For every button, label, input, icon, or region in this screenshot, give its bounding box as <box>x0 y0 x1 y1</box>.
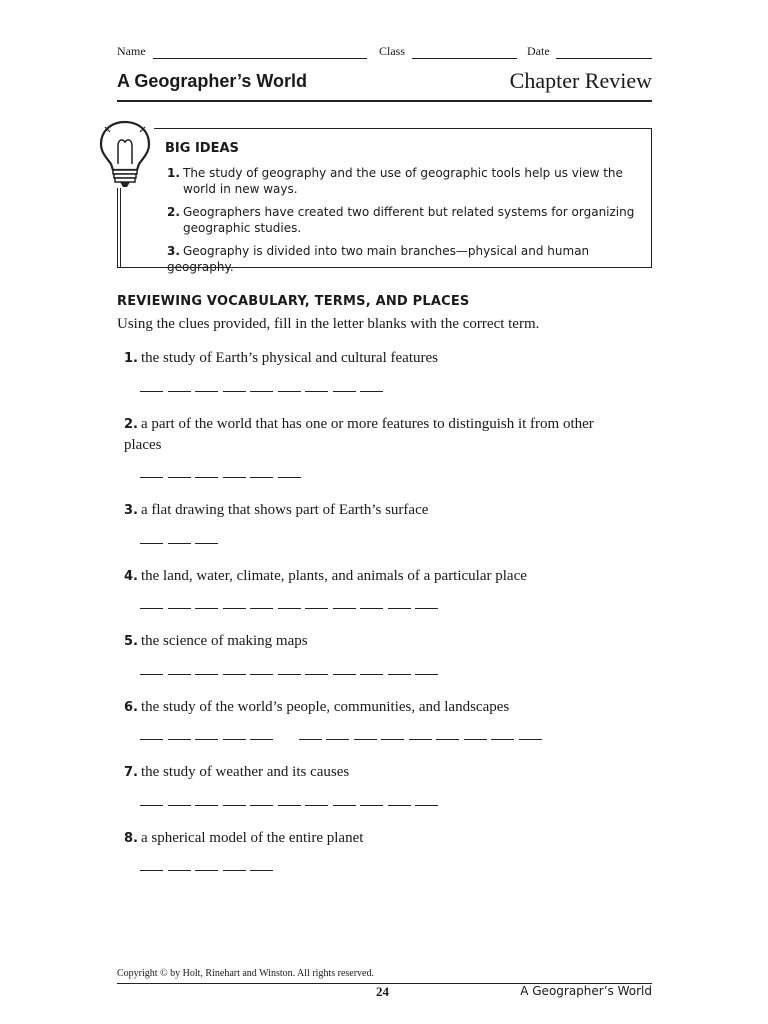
date-field[interactable] <box>556 58 652 59</box>
letter-blank[interactable] <box>195 739 218 740</box>
footer-title: A Geographer’s World <box>520 984 652 998</box>
letter-blank[interactable] <box>195 674 218 675</box>
letter-blank[interactable] <box>278 391 301 392</box>
letter-blank[interactable] <box>195 870 218 871</box>
letter-blank[interactable] <box>223 477 246 478</box>
letter-blank[interactable] <box>278 608 301 609</box>
letter-blank[interactable] <box>223 870 246 871</box>
letter-blank[interactable] <box>195 391 218 392</box>
question-number: 3. <box>124 503 138 518</box>
page-title: A Geographer’s World <box>117 71 308 91</box>
question-5 <box>124 631 644 652</box>
letter-blank[interactable] <box>360 391 383 392</box>
letter-blank[interactable] <box>360 608 383 609</box>
question-text: the science of making maps <box>140 633 308 649</box>
copyright-notice: Copyright © by Holt, Rinehart and Winston. All rights reserved. <box>117 968 374 979</box>
letter-blank[interactable] <box>168 608 191 609</box>
letter-blank[interactable] <box>140 391 163 392</box>
letter-blank[interactable] <box>326 739 349 740</box>
letter-blank[interactable] <box>250 739 273 740</box>
section-instructions: Using the clues provided, fill in the letter blanks with the correct term. <box>117 316 540 332</box>
question-number: 4. <box>124 569 138 584</box>
question-text: a spherical model of the entire planet <box>140 830 364 846</box>
question-text: the study of Earth’s physical and cultural features <box>140 350 438 366</box>
big-idea-number: 1. <box>167 166 180 180</box>
letter-blank[interactable] <box>278 477 301 478</box>
letter-blank[interactable] <box>140 739 163 740</box>
letter-blank[interactable] <box>278 805 301 806</box>
name-field[interactable] <box>153 58 367 59</box>
letter-blank[interactable] <box>140 870 163 871</box>
letter-blank[interactable] <box>223 391 246 392</box>
letter-blank[interactable] <box>223 674 246 675</box>
bulb-stem <box>120 188 121 268</box>
letter-blank[interactable] <box>168 739 191 740</box>
letter-blank[interactable] <box>305 391 328 392</box>
question-4 <box>124 566 644 587</box>
letter-blank[interactable] <box>409 739 432 740</box>
section-heading: REVIEWING VOCABULARY, TERMS, AND PLACES <box>117 294 470 309</box>
class-label: Class <box>379 44 406 58</box>
big-idea-number: 3. <box>167 244 180 258</box>
letter-blank[interactable] <box>333 674 356 675</box>
letter-blank[interactable] <box>360 674 383 675</box>
name-label: Name <box>117 44 146 58</box>
letter-blank[interactable] <box>140 674 163 675</box>
letter-blank[interactable] <box>388 608 411 609</box>
question-1 <box>124 348 644 369</box>
letter-blank[interactable] <box>250 608 273 609</box>
question-2 <box>124 414 634 456</box>
question-number: 7. <box>124 765 138 780</box>
letter-blank[interactable] <box>168 477 191 478</box>
letter-blank[interactable] <box>195 805 218 806</box>
big-idea-text: Geography is divided into two main branches—physical and human geography. <box>167 244 590 274</box>
letter-blank[interactable] <box>360 805 383 806</box>
big-idea-1 <box>167 165 637 197</box>
question-number: 6. <box>124 700 138 715</box>
letter-blank[interactable] <box>250 674 273 675</box>
letter-blank[interactable] <box>223 608 246 609</box>
letter-blank[interactable] <box>223 739 246 740</box>
letter-blank[interactable] <box>333 608 356 609</box>
class-field[interactable] <box>412 58 517 59</box>
question-text: a flat drawing that shows part of Earth’s surface <box>140 502 429 518</box>
letter-blank[interactable] <box>415 608 438 609</box>
letter-blank[interactable] <box>354 739 377 740</box>
question-6 <box>124 697 644 718</box>
letter-blank[interactable] <box>250 805 273 806</box>
question-text: a part of the world that has one or more features to distinguish it from other places <box>124 416 594 453</box>
letter-blank[interactable] <box>305 674 328 675</box>
letter-blank[interactable] <box>436 739 459 740</box>
question-8 <box>124 828 644 849</box>
big-idea-2 <box>167 204 637 236</box>
letter-blank[interactable] <box>278 674 301 675</box>
page-number: 24 <box>376 984 389 999</box>
letter-blank[interactable] <box>168 543 191 544</box>
question-3 <box>124 500 644 521</box>
letter-blank[interactable] <box>519 739 542 740</box>
header-fields <box>117 44 652 62</box>
big-idea-text: The study of geography and the use of geographic tools help us view the <box>183 166 623 180</box>
question-7 <box>124 762 644 783</box>
letter-blank[interactable] <box>299 739 322 740</box>
big-ideas-heading: BIG IDEAS <box>165 141 239 156</box>
letter-blank[interactable] <box>195 608 218 609</box>
letter-blank[interactable] <box>415 674 438 675</box>
letter-blank[interactable] <box>250 477 273 478</box>
big-idea-3 <box>167 243 637 275</box>
letter-blank[interactable] <box>388 674 411 675</box>
letter-blank[interactable] <box>140 543 163 544</box>
question-text: the land, water, climate, plants, and animals of a particular place <box>140 568 527 584</box>
big-idea-text-cont: world in new ways. <box>183 182 298 196</box>
letter-blank[interactable] <box>305 805 328 806</box>
letter-blank[interactable] <box>250 391 273 392</box>
letter-blank[interactable] <box>250 870 273 871</box>
letter-blank[interactable] <box>140 805 163 806</box>
letter-blank[interactable] <box>168 674 191 675</box>
letter-blank[interactable] <box>223 805 246 806</box>
letter-blank[interactable] <box>168 805 191 806</box>
letter-blank[interactable] <box>140 477 163 478</box>
letter-blank[interactable] <box>140 608 163 609</box>
letter-blank[interactable] <box>168 391 191 392</box>
letter-blank[interactable] <box>305 608 328 609</box>
big-idea-text: Geographers have created two different but related systems for organizing <box>183 205 635 219</box>
letter-blank[interactable] <box>388 805 411 806</box>
question-text: the study of weather and its causes <box>140 764 350 780</box>
question-number: 1. <box>124 351 138 366</box>
question-text: the study of the world’s people, communities, and landscapes <box>140 699 510 715</box>
letter-blank[interactable] <box>415 805 438 806</box>
letter-blank[interactable] <box>464 739 487 740</box>
title-row <box>117 68 652 102</box>
letter-blank[interactable] <box>381 739 404 740</box>
letter-blank[interactable] <box>491 739 514 740</box>
lightbulb-icon <box>96 118 154 188</box>
question-number: 8. <box>124 831 138 846</box>
date-label: Date <box>527 44 550 58</box>
page-subtitle: Chapter Review <box>509 68 652 93</box>
big-idea-text-cont: geographic studies. <box>183 221 302 235</box>
letter-blank[interactable] <box>195 477 218 478</box>
letter-blank[interactable] <box>195 543 218 544</box>
letter-blank[interactable] <box>333 391 356 392</box>
big-idea-number: 2. <box>167 205 180 219</box>
letter-blank[interactable] <box>333 805 356 806</box>
letter-blank[interactable] <box>168 870 191 871</box>
question-number: 5. <box>124 634 138 649</box>
question-number: 2. <box>124 417 138 432</box>
